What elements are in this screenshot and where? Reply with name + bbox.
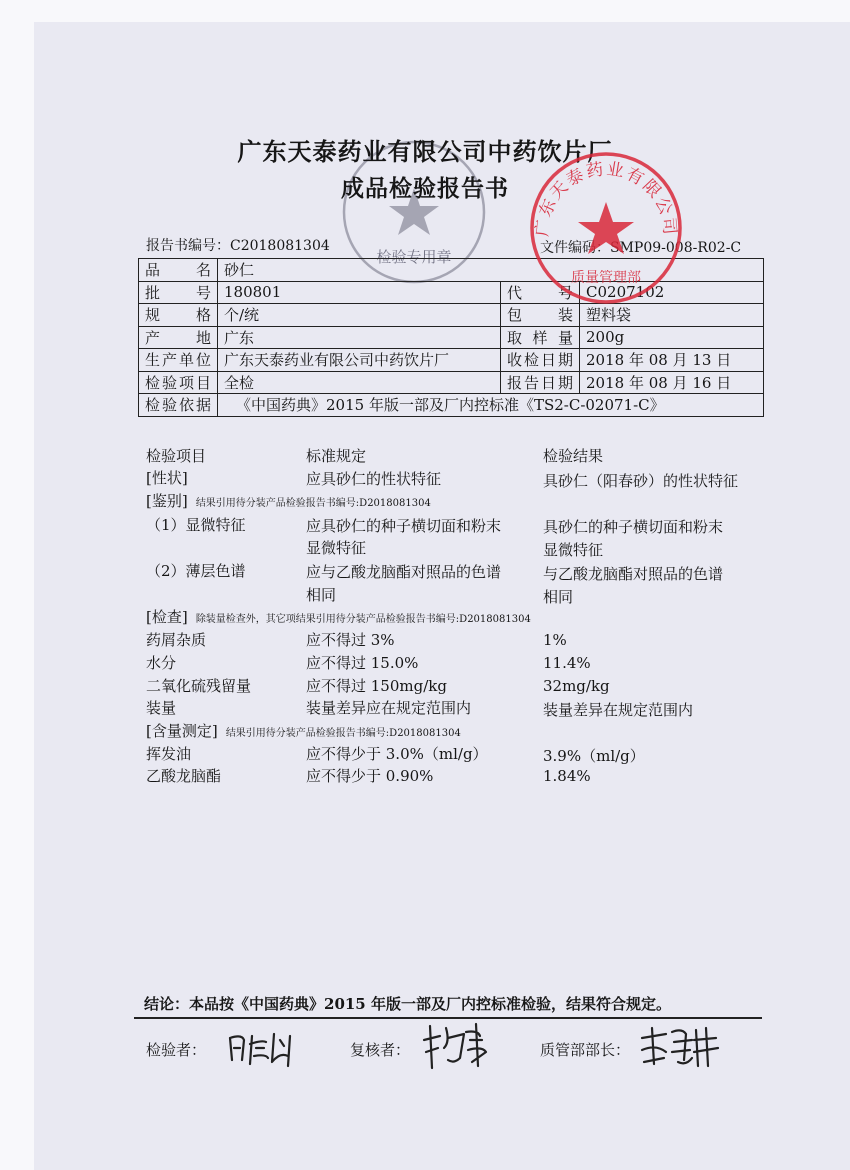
svg-text:质量管理部: 质量管理部 [571,270,641,286]
maker-value: 广东天泰药业有限公司中药饮片厂 [218,349,501,372]
row-item: 乙酸龙脑酯 [146,767,222,785]
spec-label: 规 格 [139,304,218,327]
table-row [139,394,764,417]
receive-date-value: 2018 年 08 月 13 日 [580,349,764,372]
table-row [139,326,764,349]
row-result: 32mg/kg [543,677,610,695]
spec-value: 个/统 [218,304,501,327]
check-label: [检查] [146,608,188,626]
row-standard: 装量差异应在规定范围内 [306,699,472,717]
reviewer-signature [420,1018,500,1074]
col-header-standard: 标准规定 [306,447,367,465]
origin-label: 产 地 [139,326,218,349]
row-standard: 应不得少于 3.0%（ml/g） [306,745,488,763]
code-value: C0207102 [580,281,764,304]
ident-note: 结果引用待分装产品检验报告书编号:D2018081304 [195,498,431,509]
svg-text:广东天泰药业有限公司: 广东天泰药业有限公司 [532,159,680,238]
row-result: 11.4% [543,654,591,672]
row-standard: 应不得少于 0.90% [306,767,434,785]
col-header-result: 检验结果 [543,447,604,465]
inspector-signature [222,1026,302,1070]
row-item: 水分 [146,654,177,672]
check-note: 除装量检查外，其它项结果引用待分装产品检验报告书编号:D2018081304 [195,614,531,625]
company-title: 广东天泰药业有限公司中药饮片厂 [237,137,613,166]
micro-label: （1）显微特征 [146,516,246,534]
row-item: 二氧化硫残留量 [146,677,252,695]
inspector-label: 检验者： [146,1041,207,1059]
report-number: 报告书编号：C2018081304 [146,238,330,254]
qa-head-label: 质管部部长： [540,1041,631,1059]
basis-value: 《中国药典》2015 年版一部及厂内控标准《TS2-C-02071-C》 [218,394,764,417]
property-standard: 应具砂仁的性状特征 [306,470,442,488]
table-row [139,349,764,372]
product-value: 砂仁 [218,259,764,282]
micro-standard-line1: 应具砂仁的种子横切面和粉末 [306,517,502,535]
tlc-result-line2: 相同 [543,588,574,606]
items-value: 全检 [218,371,501,394]
receive-date-label: 收检日期 [501,349,580,372]
assay-note: 结果引用待分装产品检验报告书编号:D2018081304 [225,728,461,739]
table-row [139,304,764,327]
ident-label: [鉴别] [146,492,188,510]
tlc-standard-line1: 应与乙酸龙脑酯对照品的色谱 [306,563,502,581]
tlc-label: （2）薄层色谱 [146,562,246,580]
origin-value: 广东 [218,326,501,349]
micro-standard-line2: 显微特征 [306,539,367,557]
tlc-standard-line2: 相同 [306,586,337,604]
batch-label: 批 号 [139,281,218,304]
row-result: 1% [543,631,567,649]
basis-label: 检验依据 [139,394,218,417]
ident-section [146,490,431,511]
row-item: 装量 [146,699,177,717]
batch-value: 180801 [218,281,501,304]
micro-result-line1: 具砂仁的种子横切面和粉末 [543,518,724,536]
property-label: [性状] [146,469,188,487]
assay-label: [含量测定] [146,722,218,740]
row-standard: 应不得过 150mg/kg [306,677,447,695]
row-item: 药屑杂质 [146,631,207,649]
svg-text:检验专用章: 检验专用章 [376,248,452,266]
file-number: 文件编码：SMP09-008-R02-C [540,240,742,256]
report-date-value: 2018 年 08 月 16 日 [580,371,764,394]
sample-label: 取 样 量 [501,326,580,349]
table-row [139,371,764,394]
qa-department-stamp [528,150,684,306]
row-item: 挥发油 [146,745,192,763]
row-result: 装量差异在规定范围内 [543,701,694,719]
row-standard: 应不得过 3% [306,631,395,649]
micro-result-line2: 显微特征 [543,541,604,559]
property-result: 具砂仁（阳春砂）的性状特征 [543,472,739,490]
maker-label: 生产单位 [139,349,218,372]
qa-head-signature [636,1022,728,1072]
row-standard: 应不得过 15.0% [306,654,419,672]
assay-section [146,720,461,741]
product-label: 品 名 [139,259,218,282]
reviewer-label: 复核者： [350,1041,411,1059]
tlc-result-line1: 与乙酸龙脑酯对照品的色谱 [543,565,724,583]
code-label: 代 号 [501,281,580,304]
items-label: 检验项目 [139,371,218,394]
row-result: 3.9%（ml/g） [543,747,645,765]
conclusion: 结论：本品按《中国药典》2015 年版一部及厂内控标准检验，结果符合规定。 [144,995,671,1013]
scan-edge-top [0,0,850,22]
report-title: 成品检验报告书 [341,175,509,202]
col-header-item: 检验项目 [146,447,207,465]
report-date-label: 报告日期 [501,371,580,394]
sample-value: 200g [580,326,764,349]
package-label: 包 装 [501,304,580,327]
package-value: 塑料袋 [580,304,764,327]
row-result: 1.84% [543,767,591,785]
check-section [146,606,531,627]
